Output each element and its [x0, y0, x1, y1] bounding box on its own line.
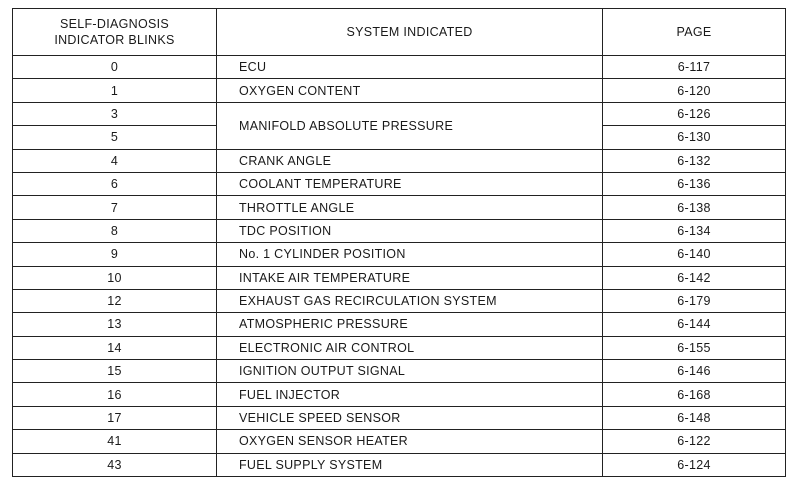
table-row — [13, 406, 786, 429]
table-row — [13, 243, 786, 266]
table-row — [13, 453, 786, 476]
blinks-cell: 3 — [13, 102, 217, 125]
table-row — [13, 219, 786, 242]
table-row — [13, 313, 786, 336]
table-row — [13, 56, 786, 79]
system-cell: THROTTLE ANGLE — [217, 196, 603, 219]
blinks-cell: 1 — [13, 79, 217, 102]
table-row — [13, 336, 786, 359]
page-cell: 6-136 — [603, 172, 786, 195]
header-row — [13, 9, 786, 56]
system-cell: CRANK ANGLE — [217, 149, 603, 172]
diagnosis-table — [12, 8, 786, 477]
table-row — [13, 289, 786, 312]
page-cell: 6-126 — [603, 102, 786, 125]
blinks-cell: 7 — [13, 196, 217, 219]
table-row — [13, 172, 786, 195]
page-cell: 6-117 — [603, 56, 786, 79]
blinks-cell: 13 — [13, 313, 217, 336]
page-cell: 6-168 — [603, 383, 786, 406]
blinks-cell: 0 — [13, 56, 217, 79]
table-row — [13, 102, 786, 125]
table-row — [13, 266, 786, 289]
table-row — [13, 196, 786, 219]
blinks-cell: 14 — [13, 336, 217, 359]
table-row — [13, 383, 786, 406]
blinks-cell: 17 — [13, 406, 217, 429]
system-cell: INTAKE AIR TEMPERATURE — [217, 266, 603, 289]
page-cell: 6-124 — [603, 453, 786, 476]
page-cell: 6-138 — [603, 196, 786, 219]
header-page: PAGE — [603, 9, 786, 56]
page-cell: 6-144 — [603, 313, 786, 336]
system-cell: ATMOSPHERIC PRESSURE — [217, 313, 603, 336]
system-cell: OXYGEN SENSOR HEATER — [217, 430, 603, 453]
page-cell: 6-134 — [603, 219, 786, 242]
blinks-cell: 10 — [13, 266, 217, 289]
page-cell: 6-130 — [603, 126, 786, 149]
header-blinks: SELF-DIAGNOSIS INDICATOR BLINKS — [13, 9, 217, 56]
system-cell: FUEL SUPPLY SYSTEM — [217, 453, 603, 476]
system-cell: COOLANT TEMPERATURE — [217, 172, 603, 195]
system-cell: VEHICLE SPEED SENSOR — [217, 406, 603, 429]
blinks-cell: 5 — [13, 126, 217, 149]
system-cell: TDC POSITION — [217, 219, 603, 242]
system-cell: EXHAUST GAS RECIRCULATION SYSTEM — [217, 289, 603, 312]
page-cell: 6-122 — [603, 430, 786, 453]
blinks-cell: 12 — [13, 289, 217, 312]
blinks-cell: 9 — [13, 243, 217, 266]
page-cell: 6-155 — [603, 336, 786, 359]
page-cell: 6-179 — [603, 289, 786, 312]
table-row — [13, 360, 786, 383]
page-cell: 6-132 — [603, 149, 786, 172]
blinks-cell: 4 — [13, 149, 217, 172]
table-body — [13, 56, 786, 477]
system-cell: MANIFOLD ABSOLUTE PRESSURE — [217, 102, 603, 149]
blinks-cell: 6 — [13, 172, 217, 195]
blinks-cell: 15 — [13, 360, 217, 383]
page-cell: 6-146 — [603, 360, 786, 383]
table-row — [13, 430, 786, 453]
page-cell: 6-140 — [603, 243, 786, 266]
header-system: SYSTEM INDICATED — [217, 9, 603, 56]
blinks-cell: 16 — [13, 383, 217, 406]
table-row — [13, 149, 786, 172]
system-cell: OXYGEN CONTENT — [217, 79, 603, 102]
table-header — [13, 9, 786, 56]
blinks-cell: 8 — [13, 219, 217, 242]
system-cell: FUEL INJECTOR — [217, 383, 603, 406]
page-cell: 6-120 — [603, 79, 786, 102]
blinks-cell: 41 — [13, 430, 217, 453]
system-cell: No. 1 CYLINDER POSITION — [217, 243, 603, 266]
blinks-cell: 43 — [13, 453, 217, 476]
page-cell: 6-142 — [603, 266, 786, 289]
page-cell: 6-148 — [603, 406, 786, 429]
table-row — [13, 79, 786, 102]
system-cell: IGNITION OUTPUT SIGNAL — [217, 360, 603, 383]
system-cell: ECU — [217, 56, 603, 79]
system-cell: ELECTRONIC AIR CONTROL — [217, 336, 603, 359]
